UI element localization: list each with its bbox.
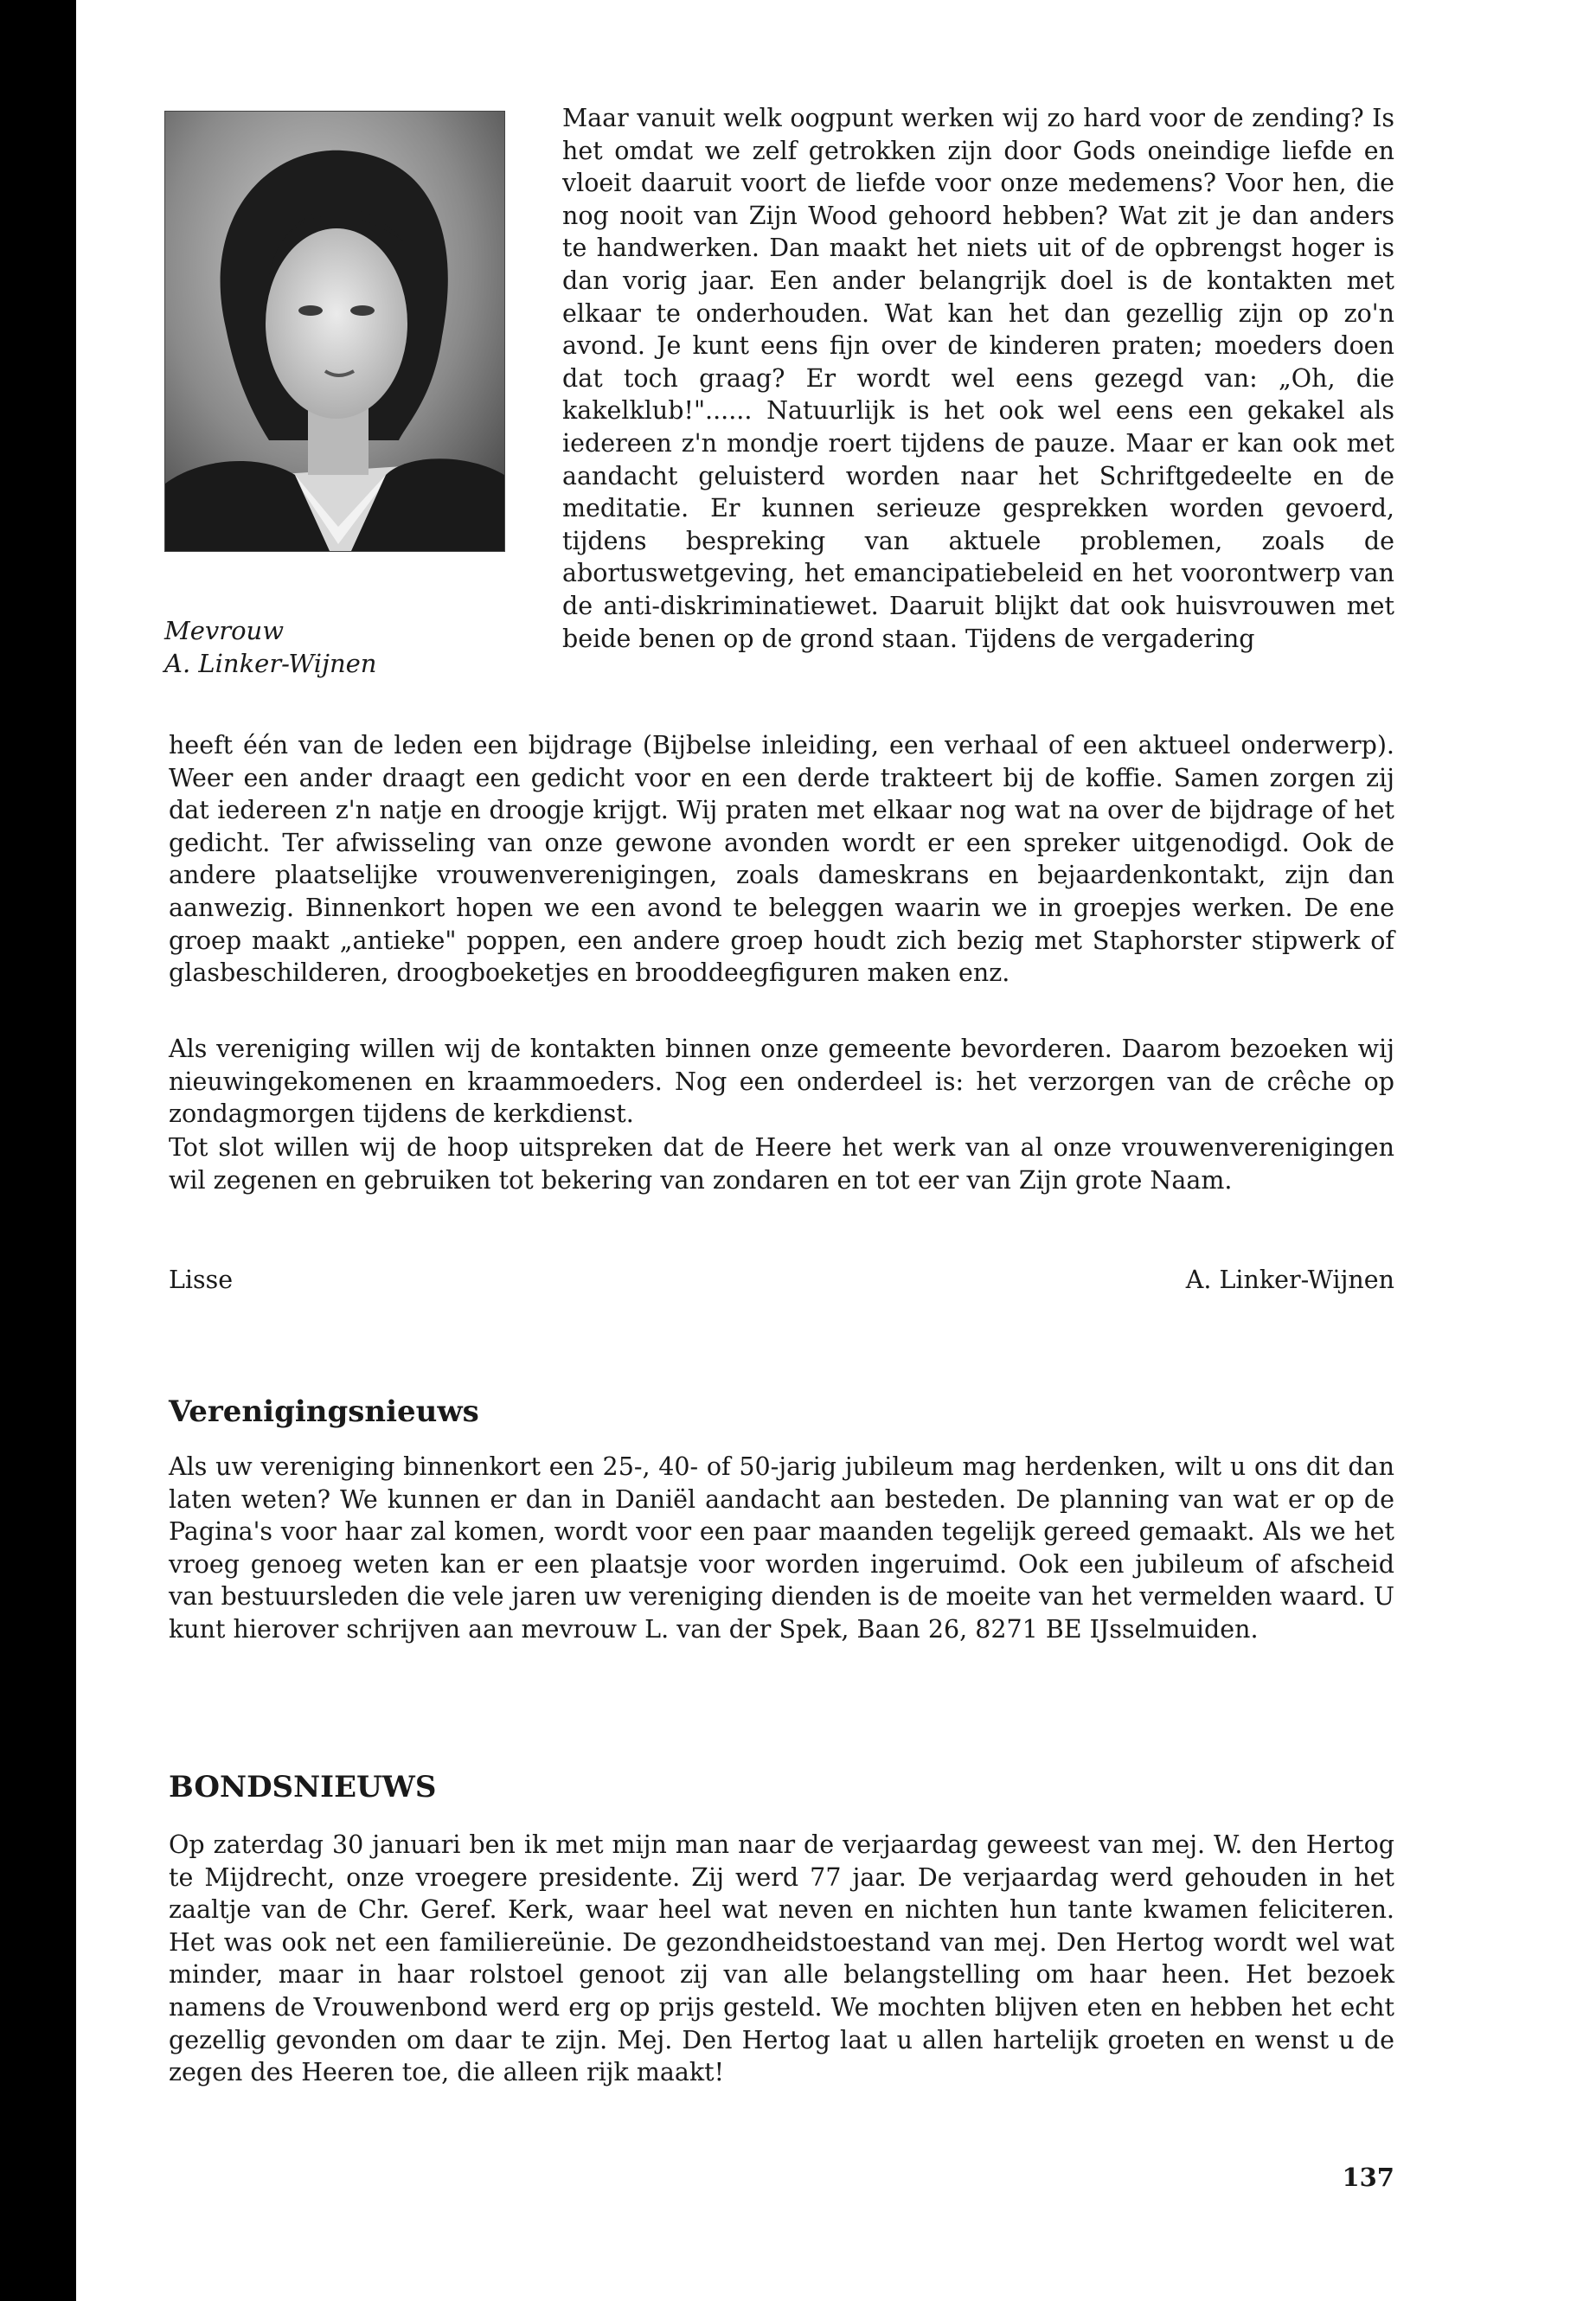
photo-caption-line1: Mevrouw: [164, 616, 285, 645]
article-paragraph-1: Maar vanuit welk oogpunt werken wij zo hard voor de zending? Is het omdat we zelf getrokken zijn door Gods oneindige liefde en vloeit daaruit voort de liefde voor onze medemens? Voor hen, die nog nooit van Zijn Wood gehoord hebben? Wat zit je dan anders te handwerken. Dan maakt het niets uit of de opbrengst hoger is dan vorig jaar. Een ander belangrijk doel is de kontakten met elkaar te onderhouden. Wat kan het dan gezellig zijn op zo'n avond. Je kunt eens fijn over de kinderen praten; moeders doen dat toch graag? Er wordt wel eens gezegd van: „Oh, die kakelklub!"...... Natuurlijk is het ook wel eens een gekakel als iedereen z'n mondje roert tijdens de pauze. Maar er kan ook met aandacht geluisterd worden naar het Schriftgedeelte en de meditatie. Er kunnen serieuze gesprekken worden gevoerd, tijdens bespreking van aktuele problemen, zoals de abortuswetgeving, het emancipatiebeleid en het voorontwerp van de anti-diskriminatiewet. Daaruit blijkt dat ook huisvrouwen met beide benen op de grond staan. Tijdens de vergadering: [562, 104, 1394, 653]
signoff-author: A. Linker-Wijnen: [1185, 1266, 1394, 1294]
article-paragraph-2: heeft één van de leden een bijdrage (Bijbelse inleiding, een verhaal of een aktueel onderwerp). Weer een ander draagt een gedicht voor en een derde trakteert bij de koffie. Samen zorgen zij dat iedereen z'n natje en droogje krijgt. Wij praten met elkaar nog wat na over de bijdrage of het gedicht. Ter afwisseling van onze gewone avonden wordt er een spreker uitgenodigd. Ook de andere plaatselijke vrouwenverenigingen, zoals dameskrans en bejaardenkontakt, zijn dan aanwezig. Binnenkort hopen we een avond te beleggen waarin we in groepjes werken. De ene groep maakt „antieke" poppen, een andere groep houdt zich bezig met Staphorster stipwerk of glasbeschilderen, droogboeketjes en brooddeegfiguren maken enz.: [169, 731, 1394, 988]
bondsnieuws-heading: BONDSNIEUWS: [169, 1770, 437, 1804]
photo-caption: [164, 614, 450, 680]
verenigingsnieuws-text: Als uw vereniging binnenkort een 25-, 40- of 50-jarig jubileum mag herdenken, wilt u ons dit dan laten weten? We kunnen er dan in Daniël aandacht aan besteden. De planning van wat er op de Pagina's voor haar zal komen, wordt voor een paar maanden tegelijk gereed gemaakt. Als we het vroeg genoeg weten kan er een plaatsje voor worden ingeruimd. Ook een jubileum of afscheid van bestuursleden die vele jaren uw vereniging dienden is de moeite van het vermelden waard. U kunt hierover schrijven aan mevrouw L. van der Spek, Baan 26, 8271 BE IJsselmuiden.: [169, 1452, 1394, 1644]
scan-binding-edge: [0, 0, 76, 2301]
page-number: 137: [1342, 2163, 1394, 2192]
photo-caption-line2: A. Linker-Wijnen: [164, 649, 377, 678]
verenigingsnieuws-heading: Verenigingsnieuws: [169, 1394, 479, 1429]
article-paragraph-4: Tot slot willen wij de hoop uitspreken dat de Heere het werk van al onze vrouwenverenigingen wil zegenen en gebruiken tot bekering van zondaren en tot eer van Zijn grote Naam.: [169, 1133, 1394, 1195]
bondsnieuws-text: Op zaterdag 30 januari ben ik met mijn man naar de verjaardag geweest van mej. W. den Hertog te Mijdrecht, onze vroegere presidente. Zij werd 77 jaar. De verjaardag werd gehouden in het zaaltje van de Chr. Geref. Kerk, waar heel wat neven en nichten hun tante kwamen feliciteren. Het was ook net een familiereünie. De gezondheidstoestand van mej. Den Hertog wordt wel wat minder, maar in haar rolstoel genoot zij van alle belangstelling om haar heen. Het bezoek namens de Vrouwenbond werd erg op prijs gesteld. We mochten blijven eten en hebben het echt gezellig gevonden om daar te zijn. Mej. Den Hertog laat u allen hartelijk groeten en wenst u de zegen des Heeren toe, die alleen rijk maakt!: [169, 1830, 1394, 2087]
article-paragraph-3: Als vereniging willen wij de kontakten binnen onze gemeente bevorderen. Daarom bezoeken wij nieuwingekomenen en kraammoeders. Nog een onderdeel is: het verzorgen van de crêche op zondagmorgen tijdens de kerkdienst.: [169, 1035, 1394, 1129]
portrait-illustration: [165, 112, 504, 551]
signoff-place: Lisse: [169, 1266, 234, 1294]
portrait-photo: [164, 111, 505, 552]
